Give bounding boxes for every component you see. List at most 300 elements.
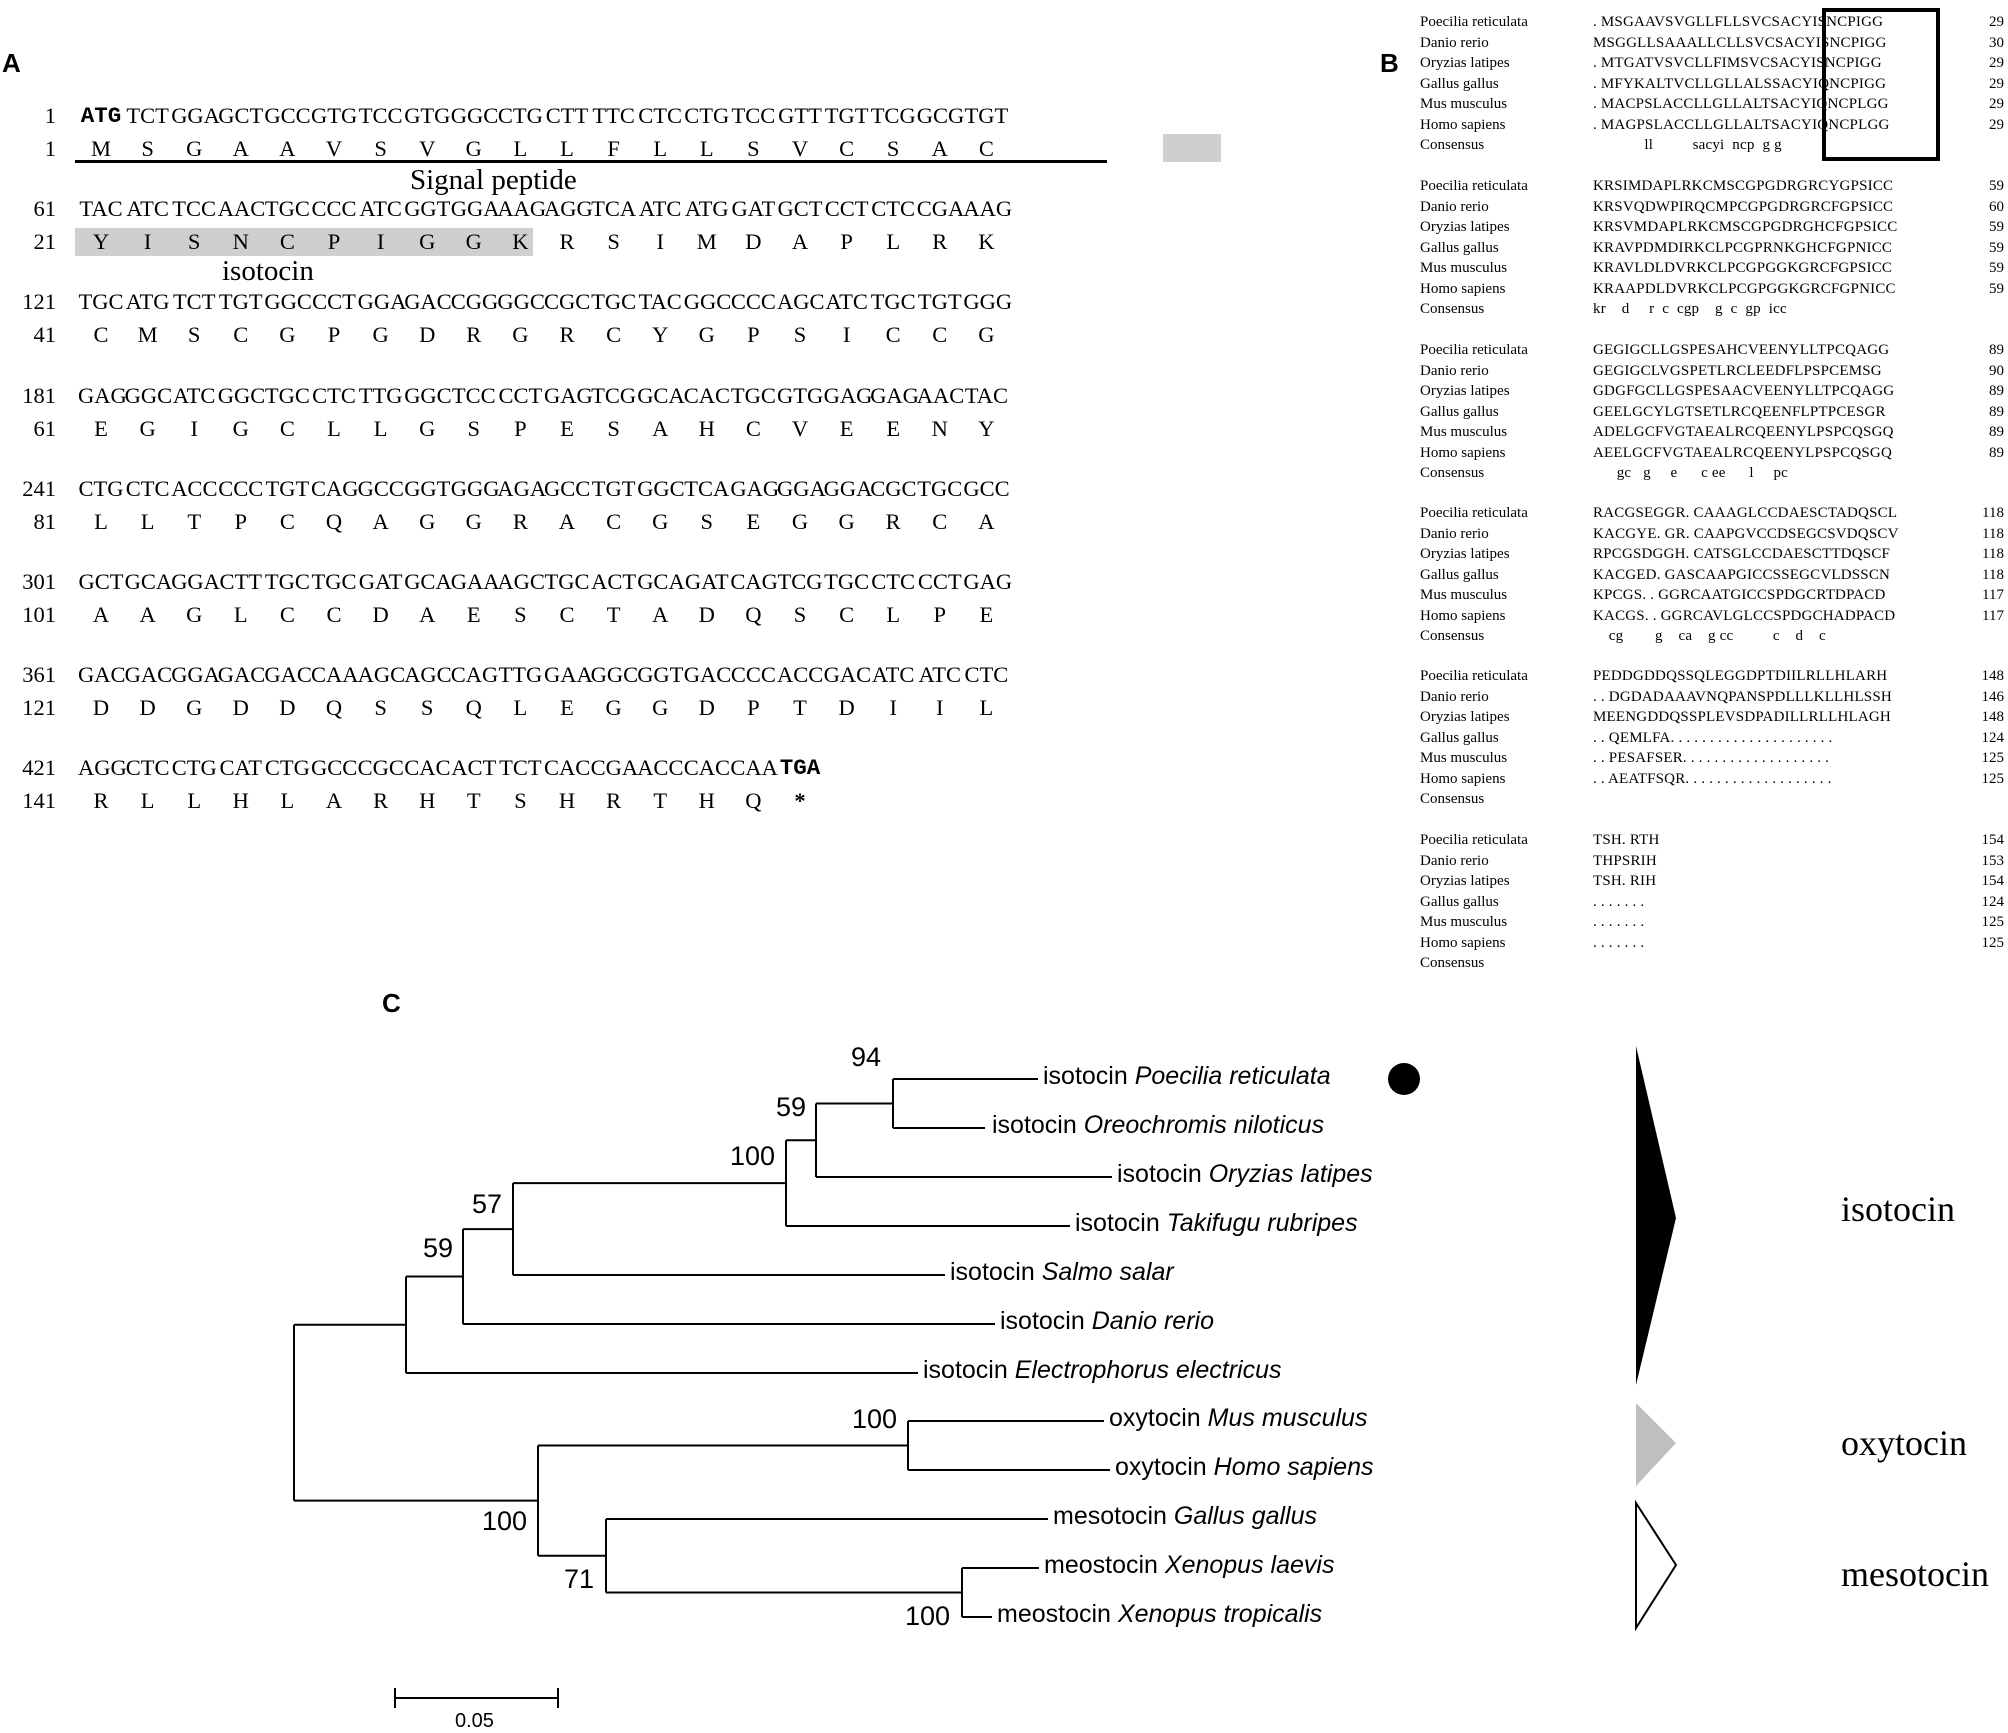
amino-acid: E	[839, 416, 854, 441]
species-name: Gallus gallus	[1420, 566, 1499, 583]
codon: GAC	[217, 662, 266, 687]
codon: GGT	[404, 196, 451, 221]
species-name: Poecilia reticulata	[1420, 14, 1528, 30]
amino-acid: D	[139, 695, 156, 720]
aligned-sequence: . . DGDADAAAVNQPANSPDLLLKLLHLSSH	[1593, 688, 1892, 705]
codon: AGC	[497, 569, 545, 594]
species-name: Consensus	[1420, 955, 1485, 971]
aligned-sequence: . . QEMLFA. . . . . . . . . . . . . . . . . . . . .	[1593, 729, 1833, 746]
aligned-sequence: MEENGDDQSSPLEVSDPADILLRLLHLAGH	[1593, 709, 1891, 725]
amino-acid: G	[279, 322, 296, 347]
codon: CAC	[683, 755, 731, 780]
codon: CTC	[125, 476, 170, 501]
codon: GAC	[823, 662, 872, 687]
aa-position: 61	[33, 416, 56, 441]
codon: TGC	[917, 476, 963, 501]
codon: TTG	[498, 662, 543, 687]
codon: CTG	[264, 755, 310, 780]
codon: AGC	[404, 662, 452, 687]
codon: CCT	[498, 383, 543, 408]
amino-acid: G	[419, 229, 436, 254]
nt-position: 1	[44, 103, 56, 128]
bootstrap-value: 100	[730, 1141, 776, 1171]
codon: TGT	[964, 103, 1009, 128]
amino-acid: L	[699, 136, 714, 161]
peptide-name: isotocin	[992, 1111, 1084, 1139]
amino-acid: C	[279, 509, 295, 534]
codon: ATC	[638, 196, 682, 221]
residue-count: 29	[1989, 96, 2004, 112]
amino-acid: R	[559, 322, 575, 347]
codon: AAG	[963, 196, 1013, 221]
amino-acid: Q	[325, 695, 343, 720]
amino-acid: H	[419, 788, 436, 813]
amino-acid: A	[325, 788, 343, 813]
codon: CTC	[125, 755, 170, 780]
residue-count: 30	[1989, 34, 2004, 51]
tree-leaf-label	[1075, 1209, 1358, 1238]
amino-acid: I	[842, 322, 851, 347]
isotocin-label: isotocin	[222, 255, 314, 287]
amino-acid: M	[90, 136, 111, 161]
residue-count: 154	[1981, 873, 2004, 889]
residue-count: 59	[1989, 239, 2004, 256]
aligned-sequence: . . . . . . .	[1593, 893, 1645, 910]
amino-acid: I	[889, 695, 897, 720]
aligned-sequence: TSH. RTH	[1593, 832, 1660, 848]
species-name: Gallus gallus	[1420, 893, 1499, 910]
bootstrap-value: 59	[776, 1092, 807, 1122]
codon: GGC	[264, 289, 312, 314]
aa-position: 41	[33, 322, 56, 347]
codon: GAG	[730, 476, 780, 501]
species-name: Homo sapiens	[1420, 116, 1506, 133]
codon: GAC	[264, 662, 312, 687]
species-name: Mus musculus	[1207, 1404, 1368, 1432]
aligned-sequence: . . . . . . .	[1593, 934, 1645, 951]
species-name: Salmo salar	[1041, 1258, 1174, 1286]
amino-acid: P	[747, 695, 760, 720]
codon: CTT	[219, 569, 263, 594]
codon: GAC	[404, 289, 452, 314]
amino-acid: R	[606, 788, 622, 813]
amino-acid: G	[419, 416, 436, 441]
amino-acid: A	[232, 136, 249, 161]
amino-acid: V	[325, 136, 343, 161]
codon: CTG	[497, 103, 543, 128]
codon: GAT	[358, 569, 403, 594]
amino-acid: T	[187, 509, 202, 534]
amino-acid: R	[466, 322, 482, 347]
codon: GAC	[124, 662, 173, 687]
amino-acid: L	[513, 136, 528, 161]
residue-count: 59	[1989, 260, 2004, 276]
peptide-name: mesotocin	[1053, 1502, 1174, 1530]
codon: ACC	[171, 476, 218, 501]
amino-acid: N	[232, 229, 249, 254]
amino-acid: L	[886, 602, 901, 627]
residue-count: 29	[1989, 14, 2004, 30]
codon: CCT	[917, 569, 962, 594]
amino-acid: S	[187, 229, 201, 254]
codon: CTT	[545, 103, 589, 128]
residue-count: 125	[1981, 914, 2004, 930]
amino-acid: I	[656, 229, 664, 254]
aligned-sequence: KRAVLDLDVRKCLPCGPGGKGRCFGPSICC	[1593, 260, 1893, 276]
amino-acid: L	[653, 136, 668, 161]
codon: GGC	[450, 103, 499, 128]
aligned-sequence: cg g ca g cc c d c	[1593, 628, 1826, 644]
amino-acid: C	[839, 602, 855, 627]
residue-count: 124	[1981, 729, 2004, 746]
aligned-sequence: . . AEATFSQR. . . . . . . . . . . . . . . . . . .	[1593, 770, 1832, 787]
residue-count: 124	[1981, 893, 2004, 910]
tree-leaf-label	[992, 1111, 1324, 1140]
peptide-name: isotocin	[1075, 1209, 1167, 1237]
amino-acid: D	[279, 695, 296, 720]
codon: GGC	[637, 476, 685, 501]
amino-acid: G	[698, 322, 715, 347]
mesotocin-triangle	[1636, 1503, 1676, 1628]
residue-count: 125	[1981, 750, 2004, 766]
codon: GCC	[963, 476, 1010, 501]
species-name: Takifugu rubripes	[1166, 1209, 1358, 1237]
bootstrap-value: 94	[851, 1042, 882, 1072]
amino-acid: C	[932, 509, 948, 534]
amino-acid: P	[933, 602, 947, 627]
codon: GAG	[870, 383, 919, 408]
residue-count: 153	[1981, 852, 2004, 869]
residue-count: 89	[1989, 383, 2004, 399]
codon: CAG	[730, 569, 778, 594]
amino-acid: C	[233, 322, 249, 347]
amino-acid: R	[885, 509, 901, 534]
tree-leaf-label	[923, 1356, 1282, 1385]
codon: GGA	[171, 569, 220, 594]
amino-acid: D	[698, 695, 715, 720]
amino-acid: A	[279, 136, 296, 161]
amino-acid: E	[746, 509, 761, 534]
codon: GGA	[777, 476, 826, 501]
tree-leaf-label	[1117, 1160, 1373, 1189]
amino-acid: H	[698, 416, 715, 441]
codon: CTC	[964, 662, 1009, 687]
codon: TGC	[824, 569, 870, 594]
amino-acid: L	[233, 602, 248, 627]
codon: GCA	[637, 383, 685, 408]
codon: GGT	[404, 476, 451, 501]
aligned-sequence: GEELGCYLGTSETLRCQEENFLPTPCESGR	[1593, 403, 1886, 420]
codon: CTC	[871, 196, 916, 221]
codon: TCT	[499, 755, 542, 780]
aa-position: 81	[33, 509, 56, 534]
codon: ATC	[126, 196, 169, 221]
aligned-sequence: . . . . . . .	[1593, 914, 1645, 930]
species-name: Danio rerio	[1420, 525, 1489, 542]
nt-position: 301	[22, 569, 56, 594]
amino-acid: S	[141, 136, 154, 161]
tree-leaf-label	[950, 1258, 1174, 1287]
amino-acid: F	[607, 136, 620, 161]
codon: GGT	[637, 662, 684, 687]
codon: GCT	[777, 196, 823, 221]
residue-count: 89	[1989, 424, 2004, 440]
amino-acid: S	[514, 602, 527, 627]
species-name: Homo sapiens	[1420, 934, 1506, 951]
amino-acid: H	[558, 788, 576, 813]
codon: GGC	[124, 383, 173, 408]
amino-acid: R	[512, 509, 528, 534]
amino-acid: I	[936, 695, 944, 720]
amino-acid: *	[794, 788, 806, 813]
amino-acid: L	[327, 416, 341, 441]
target-species-marker	[1388, 1063, 1420, 1095]
codon: GTG	[404, 103, 451, 128]
codon: TGT	[917, 289, 962, 314]
codon: TCC	[172, 196, 217, 221]
codon: TGA	[779, 755, 821, 781]
residue-count: 117	[1982, 607, 2004, 624]
amino-acid: G	[605, 695, 622, 720]
amino-acid: A	[652, 602, 669, 627]
amino-acid: G	[465, 509, 482, 534]
codon: TCT	[126, 103, 169, 128]
codon: CCT	[312, 289, 356, 314]
residue-count: 89	[1989, 403, 2004, 420]
codon: GAT	[731, 196, 776, 221]
codon: GAT	[684, 569, 729, 594]
codon: TCT	[172, 289, 216, 314]
amino-acid: S	[374, 136, 387, 161]
peptide-name: meostocin	[997, 1600, 1118, 1628]
amino-acid: S	[420, 695, 434, 720]
amino-acid: P	[747, 322, 760, 347]
codon: TCA	[591, 196, 637, 221]
species-name: Homo sapiens	[1420, 607, 1506, 624]
amino-acid: A	[791, 229, 809, 254]
amino-acid: G	[652, 695, 669, 720]
amino-acid: L	[94, 509, 108, 534]
aligned-sequence: RPCGSDGGH. CATSGLCCDAESCTTDQSCF	[1593, 546, 1891, 562]
oxytocin-triangle	[1636, 1403, 1676, 1486]
amino-acid: L	[140, 509, 155, 534]
codon: GGA	[171, 662, 220, 687]
amino-acid: P	[327, 322, 341, 347]
codon: CTC	[871, 569, 916, 594]
species-name: Gallus gallus	[1420, 75, 1499, 92]
codon: GCC	[544, 476, 591, 501]
group-label-oxytocin: oxytocin	[1841, 1423, 1967, 1463]
codon: TGC	[591, 289, 637, 314]
codon: CGA	[916, 196, 965, 221]
residue-count: 118	[1982, 505, 2004, 521]
codon: AAG	[497, 196, 547, 221]
codon: GTG	[777, 383, 824, 408]
species-name: Mus musculus	[1420, 96, 1508, 112]
aligned-sequence: AEELGCFVGTAEALRCQEENYLPSPCQSGQ	[1593, 444, 1892, 461]
codon: ATG	[80, 103, 122, 129]
panel-label-b: B	[1380, 48, 1399, 78]
aligned-sequence: KACGS. . GGRCAVLGLCCSPDGCHADPACD	[1593, 607, 1896, 624]
amino-acid: A	[92, 602, 110, 627]
amino-acid: V	[791, 416, 809, 441]
species-name: Xenopus tropicalis	[1117, 1600, 1323, 1628]
amino-acid: C	[839, 136, 855, 161]
amino-acid: S	[187, 322, 201, 347]
aligned-sequence: KRAAPDLDVRKCLPCGPGGKGRCFGPNICC	[1593, 280, 1896, 297]
amino-acid: S	[607, 229, 620, 254]
amino-acid: C	[606, 509, 622, 534]
species-name: Oryzias latipes	[1420, 55, 1510, 71]
amino-acid: P	[840, 229, 853, 254]
residue-count: 118	[1982, 546, 2004, 562]
codon: GGC	[683, 289, 732, 314]
amino-acid: G	[139, 416, 156, 441]
amino-acid: L	[979, 695, 994, 720]
aligned-sequence: KRAVPDMDIRKCLPCGPRNKGHCFGPNICC	[1593, 239, 1893, 256]
amino-acid: E	[560, 695, 574, 720]
aligned-sequence: MSGGLLSAAALLCLLSVCSACYISNCPIGG	[1593, 34, 1887, 51]
codon: GGA	[171, 103, 220, 128]
amino-acid: P	[514, 416, 527, 441]
aligned-sequence: KRSVMDAPLRKCMSCGPGDRGHCFGPSICC	[1593, 219, 1898, 235]
codon: ATG	[684, 196, 729, 221]
bootstrap-value: 100	[905, 1601, 951, 1631]
species-name: Consensus	[1420, 791, 1485, 807]
codon: TCC	[451, 383, 496, 408]
amino-acid: G	[186, 695, 203, 720]
species-name: Oryzias latipes	[1420, 219, 1510, 235]
species-name: Danio rerio	[1420, 852, 1489, 869]
nt-position: 61	[33, 196, 56, 221]
codon: TGT	[591, 476, 636, 501]
codon: TGC	[78, 289, 124, 314]
amino-acid: A	[978, 509, 995, 534]
amino-acid: I	[143, 229, 152, 254]
amino-acid: V	[419, 136, 436, 161]
codon: GAG	[544, 383, 593, 408]
codon: ATC	[825, 289, 868, 314]
species-name: Danio rerio	[1420, 362, 1489, 379]
aligned-sequence: RACGSEGGR. CAAAGLCCDAESCTADQSCL	[1593, 505, 1898, 521]
codon: TTC	[592, 103, 635, 128]
isotocin-triangle	[1636, 1046, 1676, 1385]
codon: TCG	[777, 569, 823, 594]
codon: CAC	[404, 755, 451, 780]
codon: ACC	[777, 662, 824, 687]
codon: TCC	[731, 103, 776, 128]
nt-position: 121	[22, 289, 56, 314]
species-name: Xenopus laevis	[1164, 1551, 1335, 1579]
codon: CAA	[311, 662, 359, 687]
residue-count: 59	[1989, 178, 2004, 194]
residue-count: 125	[1981, 934, 2004, 951]
residue-count: 60	[1989, 198, 2004, 215]
amino-acid: S	[700, 509, 714, 534]
codon: GGC	[217, 383, 266, 408]
amino-acid: G	[419, 509, 436, 534]
residue-count: 118	[1982, 525, 2004, 542]
amino-acid: A	[139, 602, 156, 627]
amino-acid: N	[931, 416, 948, 441]
codon: CAA	[730, 755, 778, 780]
amino-acid: Y	[652, 322, 669, 347]
amino-acid: Y	[978, 416, 995, 441]
amino-acid: M	[137, 322, 158, 347]
amino-acid: C	[279, 416, 295, 441]
amino-acid: G	[652, 509, 669, 534]
amino-acid: A	[419, 602, 436, 627]
amino-acid: E	[466, 602, 481, 627]
aligned-sequence: TSH. RIH	[1593, 873, 1657, 889]
codon: CCT	[824, 196, 869, 221]
nt-position: 421	[22, 755, 56, 780]
species-name: Danio rerio	[1420, 34, 1489, 51]
aligned-sequence: THPSRIH	[1593, 852, 1657, 869]
species-name: Poecilia reticulata	[1420, 832, 1528, 848]
amino-acid: Q	[325, 509, 343, 534]
codon: GAG	[963, 569, 1013, 594]
aligned-sequence: . . PESAFSER. . . . . . . . . . . . . . . . . . .	[1593, 750, 1830, 766]
codon: CAG	[450, 662, 499, 687]
codon: TGC	[264, 569, 310, 594]
species-name: Mus musculus	[1420, 914, 1508, 930]
amino-acid: G	[791, 509, 809, 534]
residue-count: 90	[1989, 362, 2004, 379]
aa-position: 121	[22, 695, 56, 720]
species-name: Poecilia reticulata	[1420, 178, 1528, 194]
codon: CCC	[730, 662, 776, 687]
species-name: Consensus	[1420, 137, 1485, 153]
species-name: Danio rerio	[1420, 688, 1489, 705]
species-name: Gallus gallus	[1420, 403, 1499, 420]
bootstrap-value: 100	[852, 1404, 898, 1434]
codon: TAC	[638, 289, 682, 314]
codon: CTG	[684, 103, 730, 128]
species-name: Consensus	[1420, 301, 1485, 317]
tree-leaf-label	[1053, 1502, 1317, 1531]
species-name: Poecilia reticulata	[1420, 505, 1528, 521]
amino-acid: L	[886, 229, 901, 254]
amino-acid: L	[280, 788, 295, 813]
codon: AAC	[916, 383, 965, 408]
amino-acid: L	[560, 136, 574, 161]
peptide-name: isotocin	[1117, 1160, 1209, 1188]
panel-label-c: C	[382, 988, 401, 1018]
codon: GGG	[963, 289, 1013, 314]
codon: CTC	[312, 383, 356, 408]
codon: TGC	[870, 289, 916, 314]
amino-acid: S	[514, 788, 527, 813]
species-name: Mus musculus	[1420, 750, 1508, 766]
codon: GCA	[404, 569, 452, 594]
aligned-sequence: GEGIGCLVGSPETLRCLEEDFLPSPCEMSG	[1593, 362, 1882, 379]
codon: TGC	[311, 569, 357, 594]
codon: AGC	[777, 289, 825, 314]
codon: GCT	[78, 569, 124, 594]
codon: TCG	[870, 103, 916, 128]
codon: GCC	[264, 103, 311, 128]
amino-acid: C	[932, 322, 948, 347]
codon: GCG	[916, 103, 965, 128]
codon: GGA	[357, 289, 407, 314]
species-name: Oryzias latipes	[1420, 383, 1510, 399]
aligned-sequence: . MACPSLACCLLGLLALTSACYIQNCPLGG	[1593, 96, 1889, 112]
amino-acid: S	[374, 695, 387, 720]
residue-count: 148	[1981, 709, 2004, 725]
codon: CAC	[683, 383, 731, 408]
amino-acid: T	[606, 602, 621, 627]
